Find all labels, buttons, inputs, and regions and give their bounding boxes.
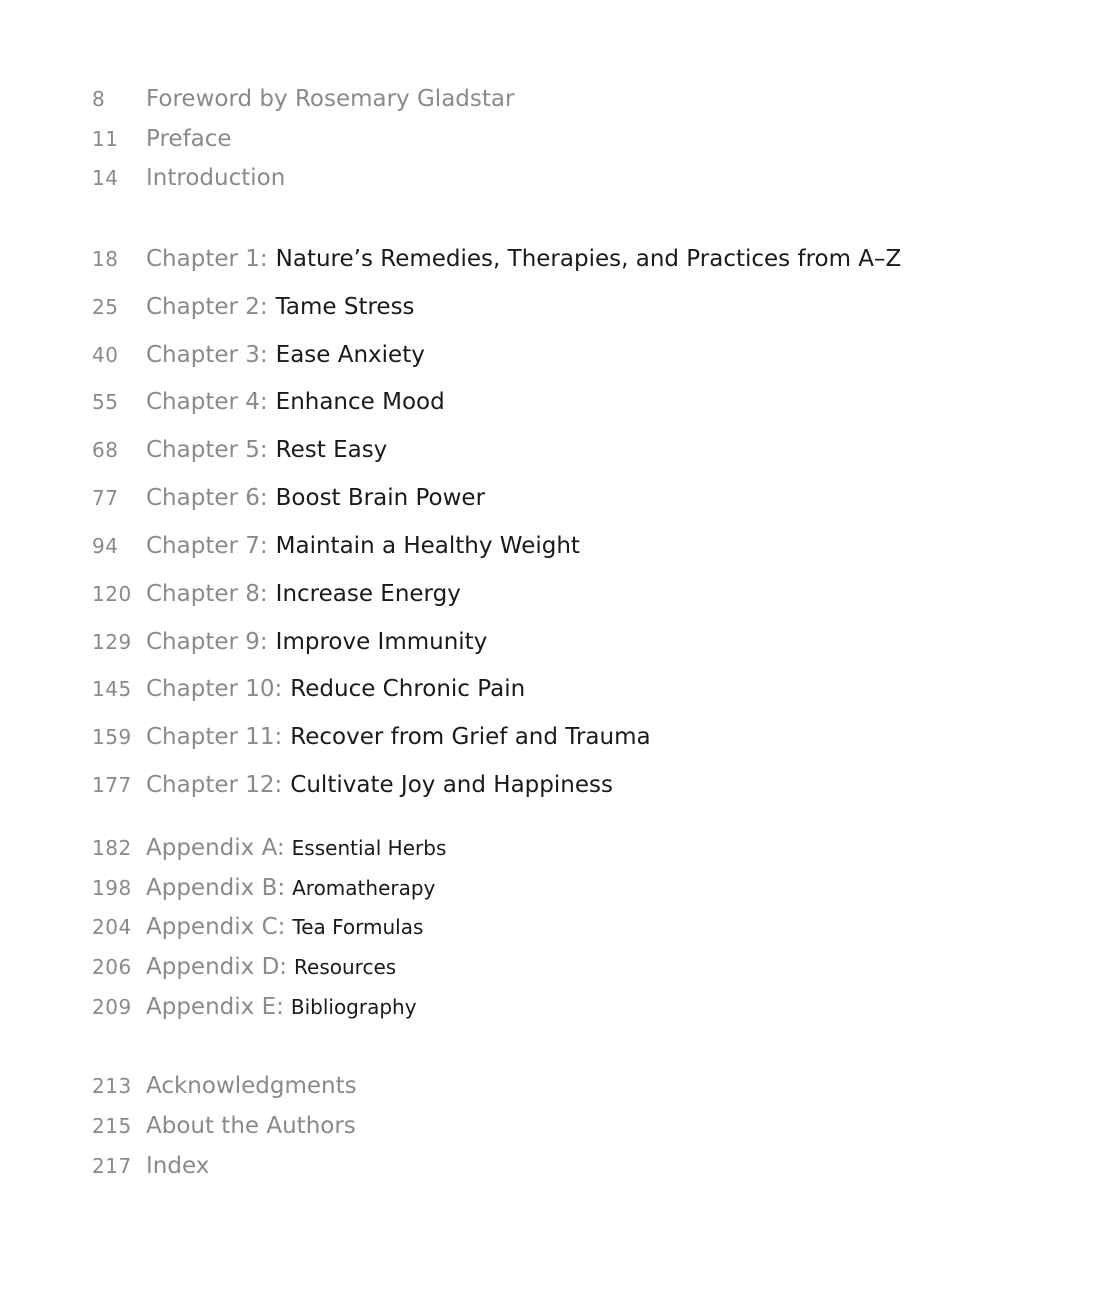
appendix-title: Tea Formulas — [292, 915, 424, 939]
page-number: 77 — [92, 486, 119, 510]
chapter-title: Nature’s Remedies, Therapies, and Practices from A–Z — [275, 246, 902, 272]
chapter-label: Chapter 4: — [146, 389, 268, 415]
toc-entry-chapter-9[interactable] — [92, 629, 487, 655]
page-number: 8 — [92, 87, 106, 111]
toc-entry-chapter-12[interactable] — [92, 772, 613, 798]
page-number: 129 — [92, 630, 132, 654]
page-number: 209 — [92, 995, 132, 1019]
chapter-label: Chapter 12: — [146, 772, 283, 798]
page-number: 11 — [92, 127, 119, 151]
toc-entry-chapter-10[interactable] — [92, 676, 525, 702]
chapter-title: Ease Anxiety — [275, 342, 425, 368]
appendix-title: Bibliography — [290, 995, 417, 1019]
chapter-label: Chapter 6: — [146, 485, 268, 511]
chapter-title: Reduce Chronic Pain — [290, 676, 526, 702]
entry-label: Foreword by Rosemary Gladstar — [146, 86, 515, 112]
page-number: 68 — [92, 438, 119, 462]
chapter-label: Chapter 1: — [146, 246, 268, 272]
entry-label: About the Authors — [146, 1113, 356, 1139]
toc-entry-appendix-d[interactable] — [92, 954, 396, 980]
toc-entry-acknowledgments[interactable] — [92, 1073, 357, 1099]
chapter-title: Cultivate Joy and Happiness — [290, 772, 613, 798]
toc-entry-appendix-b[interactable] — [92, 875, 435, 901]
page-number: 182 — [92, 836, 132, 860]
chapter-label: Chapter 3: — [146, 342, 268, 368]
page-number: 177 — [92, 773, 132, 797]
toc-entry-chapter-7[interactable] — [92, 533, 580, 559]
appendix-title: Aromatherapy — [292, 876, 436, 900]
page-number: 94 — [92, 534, 119, 558]
page-number: 204 — [92, 915, 132, 939]
appendix-label: Appendix B: — [146, 875, 286, 901]
chapter-title: Improve Immunity — [275, 629, 488, 655]
chapter-title: Boost Brain Power — [275, 485, 486, 511]
entry-label: Acknowledgments — [146, 1073, 357, 1099]
chapter-label: Chapter 10: — [146, 676, 283, 702]
appendix-title: Resources — [294, 955, 397, 979]
chapter-title: Tame Stress — [275, 294, 415, 320]
page-number: 159 — [92, 725, 132, 749]
toc-entry-chapter-4[interactable] — [92, 389, 445, 415]
appendix-label: Appendix C: — [146, 914, 286, 940]
toc-entry-appendix-c[interactable] — [92, 914, 423, 940]
appendix-label: Appendix D: — [146, 954, 288, 980]
chapter-label: Chapter 11: — [146, 724, 283, 750]
page-number: 120 — [92, 582, 132, 606]
chapter-title: Rest Easy — [275, 437, 388, 463]
chapter-title: Recover from Grief and Trauma — [290, 724, 651, 750]
toc-entry-chapter-2[interactable] — [92, 294, 415, 320]
chapter-title: Enhance Mood — [275, 389, 445, 415]
chapter-title: Maintain a Healthy Weight — [275, 533, 580, 559]
page-number: 213 — [92, 1074, 132, 1098]
toc-entry-appendix-e[interactable] — [92, 994, 417, 1020]
toc-entry-introduction[interactable] — [92, 165, 285, 191]
page-number: 18 — [92, 247, 119, 271]
page-number: 145 — [92, 677, 132, 701]
appendix-label: Appendix A: — [146, 835, 285, 861]
toc-entry-about-the-authors[interactable] — [92, 1113, 356, 1139]
toc-entry-chapter-11[interactable] — [92, 724, 651, 750]
page-number: 40 — [92, 343, 119, 367]
chapter-label: Chapter 9: — [146, 629, 268, 655]
entry-label: Introduction — [146, 165, 286, 191]
toc-entry-chapter-1[interactable] — [92, 246, 901, 272]
toc-entry-chapter-6[interactable] — [92, 485, 485, 511]
page-number: 25 — [92, 295, 119, 319]
chapter-title: Increase Energy — [275, 581, 461, 607]
chapter-label: Chapter 5: — [146, 437, 268, 463]
appendix-label: Appendix E: — [146, 994, 284, 1020]
toc-entry-preface[interactable] — [92, 126, 232, 152]
chapter-label: Chapter 8: — [146, 581, 268, 607]
entry-label: Preface — [146, 126, 232, 152]
entry-label: Index — [146, 1153, 210, 1179]
toc-entry-index[interactable] — [92, 1153, 209, 1179]
toc-entry-chapter-3[interactable] — [92, 342, 425, 368]
page-number: 198 — [92, 876, 132, 900]
page-number: 206 — [92, 955, 132, 979]
page-number: 217 — [92, 1154, 132, 1178]
toc-entry-appendix-a[interactable] — [92, 835, 446, 861]
toc-entry-foreword[interactable] — [92, 86, 514, 112]
chapter-label: Chapter 2: — [146, 294, 268, 320]
toc-entry-chapter-8[interactable] — [92, 581, 461, 607]
toc-entry-chapter-5[interactable] — [92, 437, 387, 463]
page-number: 215 — [92, 1114, 132, 1138]
page-number: 14 — [92, 166, 119, 190]
page-number: 55 — [92, 390, 119, 414]
appendix-title: Essential Herbs — [291, 836, 447, 860]
chapter-label: Chapter 7: — [146, 533, 268, 559]
